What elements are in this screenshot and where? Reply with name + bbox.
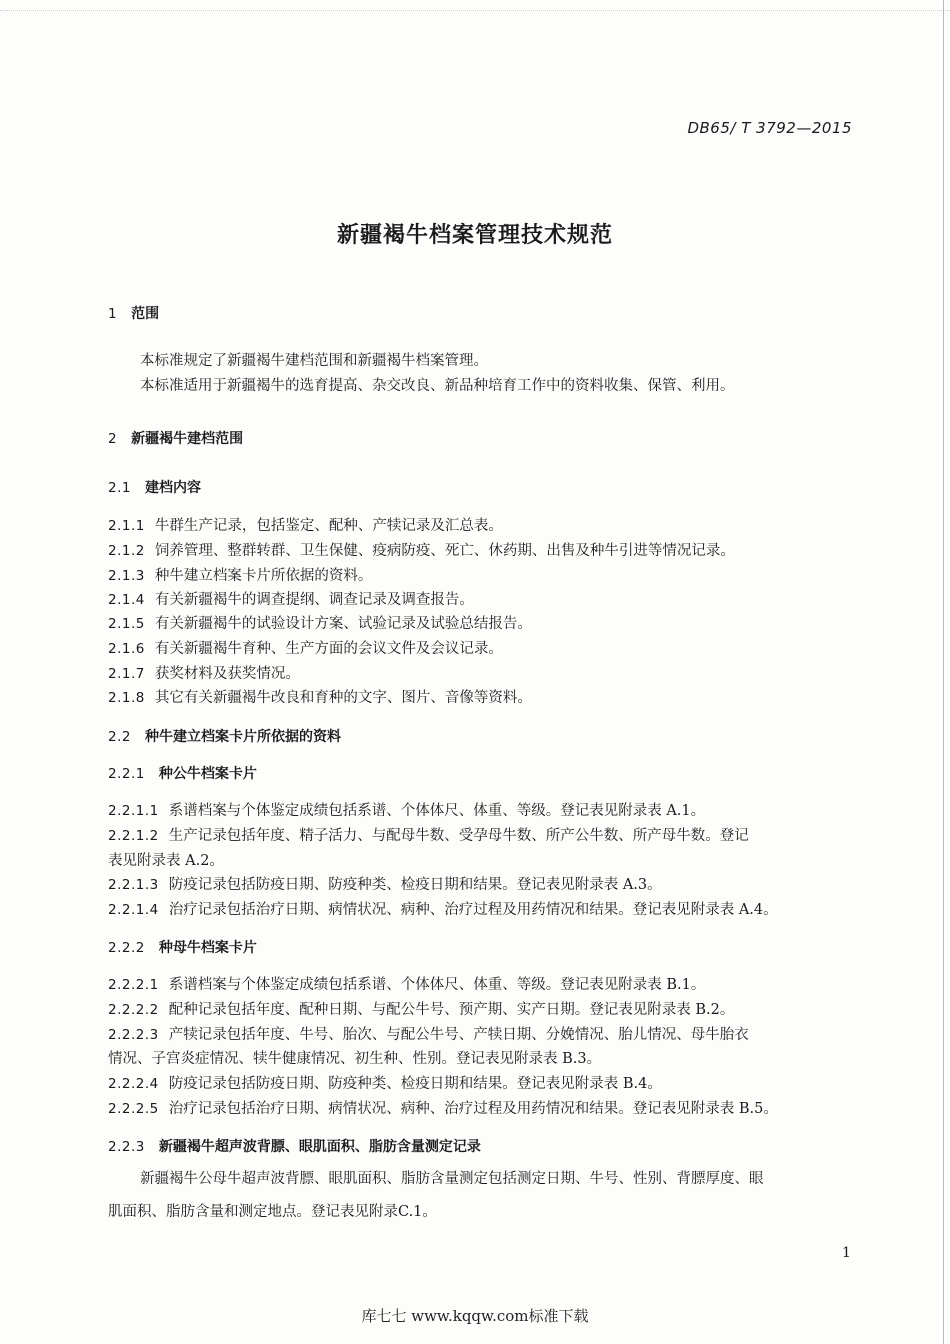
clause-number: 2.1.6 — [108, 641, 145, 657]
section-title: 范围 — [131, 306, 160, 322]
clause-text: 牛群生产记录，包括鉴定、配种、产犊记录及汇总表。 — [154, 518, 503, 534]
section-title: 新疆褐牛建档范围 — [131, 431, 244, 447]
clause-text: 获奖材料及获奖情况。 — [154, 666, 300, 682]
clause-text: 治疗记录包括治疗日期、病情状况、病种、治疗过程及用药情况和结果。登记表见附录表 A.4。 — [168, 902, 778, 918]
measurement-paragraph-line-2: 肌面积、脂肪含量和测定地点。登记表见附录C.1。 — [108, 1204, 437, 1220]
clause-2-1-1 — [108, 514, 503, 535]
clause-text: 防疫记录包括防疫日期、防疫种类、检疫日期和结果。登记表见附录表 B.4。 — [168, 1076, 662, 1092]
clause-number: 2.2.2.2 — [108, 1002, 159, 1018]
clause-text: 其它有关新疆褐牛改良和育种的文字、图片、音像等资料。 — [154, 690, 532, 706]
scan-border — [943, 0, 944, 1344]
clause-2-1-8 — [108, 686, 532, 707]
section-2-2-3-heading — [108, 1136, 481, 1156]
clause-number: 2.1.7 — [108, 666, 145, 682]
page-number: 1 — [842, 1245, 851, 1261]
section-title: 种母牛档案卡片 — [158, 940, 257, 956]
clause-2-2-1-1 — [108, 799, 705, 820]
clause-text: 有关新疆褐牛的试验设计方案、试验记录及试验总结报告。 — [154, 616, 532, 632]
clause-text: 配种记录包括年度、配种日期、与配公牛号、预产期、实产日期。登记表见附录表 B.2。 — [168, 1002, 735, 1018]
clause-number: 2.2.1.4 — [108, 902, 159, 918]
section-number: 2.1 — [108, 480, 131, 496]
document-code: DB65/ T 3792—2015 — [687, 119, 852, 137]
clause-number: 2.2.1.1 — [108, 803, 159, 819]
clause-2-1-6 — [108, 637, 503, 658]
clause-number: 2.1.3 — [108, 568, 145, 584]
clause-number: 2.2.2.4 — [108, 1076, 159, 1092]
clause-2-1-3 — [108, 564, 372, 585]
section-2-1-heading — [108, 477, 201, 497]
clause-2-2-1-2 — [108, 824, 749, 845]
clause-text: 产犊记录包括年度、牛号、胎次、与配公牛号、产犊日期、分娩情况、胎儿情况、母牛胎衣 — [168, 1027, 749, 1043]
clause-text: 种牛建立档案卡片所依据的资料。 — [154, 568, 373, 584]
clause-number: 2.1.8 — [108, 690, 145, 706]
clause-2-2-2-3 — [108, 1023, 749, 1044]
clause-2-1-7 — [108, 662, 300, 683]
section-2-2-heading — [108, 726, 341, 746]
clause-number: 2.1.2 — [108, 543, 145, 559]
clause-number: 2.2.2.1 — [108, 977, 159, 993]
clause-number: 2.2.2.3 — [108, 1027, 159, 1043]
section-title: 建档内容 — [144, 480, 201, 496]
section-number: 2.2 — [108, 729, 131, 745]
clause-2-2-2-4 — [108, 1072, 662, 1093]
clause-number: 2.2.1.3 — [108, 877, 159, 893]
clause-2-2-1-4 — [108, 898, 778, 919]
clause-2-2-1-2-continued: 表见附录表 A.2。 — [108, 853, 224, 869]
clause-text: 饲养管理、整群转群、卫生保健、疫病防疫、死亡、休药期、出售及种牛引进等情况记录。 — [154, 543, 735, 559]
section-title: 种公牛档案卡片 — [158, 766, 257, 782]
site-watermark-footer: 库七七 www.kqqw.com标准下载 — [361, 1307, 589, 1325]
section-number: 2.2.3 — [108, 1139, 145, 1155]
section-title: 新疆褐牛超声波背膘、眼肌面积、脂肪含量测定记录 — [158, 1139, 481, 1155]
measurement-paragraph-line-1: 新疆褐牛公母牛超声波背膘、眼肌面积、脂肪含量测定包括测定日期、牛号、性别、背膘厚度、眼 — [140, 1171, 764, 1187]
clause-number: 2.1.1 — [108, 518, 145, 534]
section-number: 1 — [108, 306, 118, 322]
scope-paragraph-2: 本标准适用于新疆褐牛的选育提高、杂交改良、新品种培育工作中的资料收集、保管、利用。 — [140, 378, 735, 394]
section-number: 2.2.1 — [108, 766, 145, 782]
clause-2-1-4 — [108, 588, 474, 609]
clause-2-1-5 — [108, 612, 532, 633]
clause-number: 2.1.5 — [108, 616, 145, 632]
section-number: 2.2.2 — [108, 940, 145, 956]
clause-text: 防疫记录包括防疫日期、防疫种类、检疫日期和结果。登记表见附录表 A.3。 — [168, 877, 662, 893]
document-title: 新疆褐牛档案管理技术规范 — [336, 223, 613, 248]
clause-2-2-2-1 — [108, 973, 705, 994]
clause-2-2-1-3 — [108, 873, 662, 894]
section-number: 2 — [108, 431, 118, 447]
section-2-heading — [108, 428, 243, 448]
clause-2-2-2-5 — [108, 1097, 778, 1118]
clause-text: 系谱档案与个体鉴定成绩包括系谱、个体体尺、体重、等级。登记表见附录表 A.1。 — [168, 803, 706, 819]
clause-text: 有关新疆褐牛的调查提纲、调查记录及调查报告。 — [154, 592, 474, 608]
scan-edge — [0, 0, 950, 11]
clause-number: 2.2.1.2 — [108, 828, 159, 844]
clause-text: 治疗记录包括治疗日期、病情状况、病种、治疗过程及用药情况和结果。登记表见附录表 B.5。 — [168, 1101, 778, 1117]
section-2-2-2-heading — [108, 937, 257, 957]
clause-number: 2.1.4 — [108, 592, 145, 608]
clause-text: 有关新疆褐牛育种、生产方面的会议文件及会议记录。 — [154, 641, 503, 657]
clause-text: 系谱档案与个体鉴定成绩包括系谱、个体体尺、体重、等级。登记表见附录表 B.1。 — [168, 977, 706, 993]
clause-2-2-2-2 — [108, 998, 734, 1019]
clause-number: 2.2.2.5 — [108, 1101, 159, 1117]
clause-2-1-2 — [108, 539, 735, 560]
section-title: 种牛建立档案卡片所依据的资料 — [144, 729, 341, 745]
section-1-heading — [108, 303, 159, 323]
scope-paragraph-1: 本标准规定了新疆褐牛建档范围和新疆褐牛档案管理。 — [140, 353, 488, 369]
clause-text: 生产记录包括年度、精子活力、与配母牛数、受孕母牛数、所产公牛数、所产母牛数。登记 — [168, 828, 749, 844]
section-2-2-1-heading — [108, 763, 257, 783]
clause-2-2-2-3-continued: 情况、子宫炎症情况、犊牛健康情况、初生种、性别。登记表见附录表 B.3。 — [108, 1051, 602, 1067]
